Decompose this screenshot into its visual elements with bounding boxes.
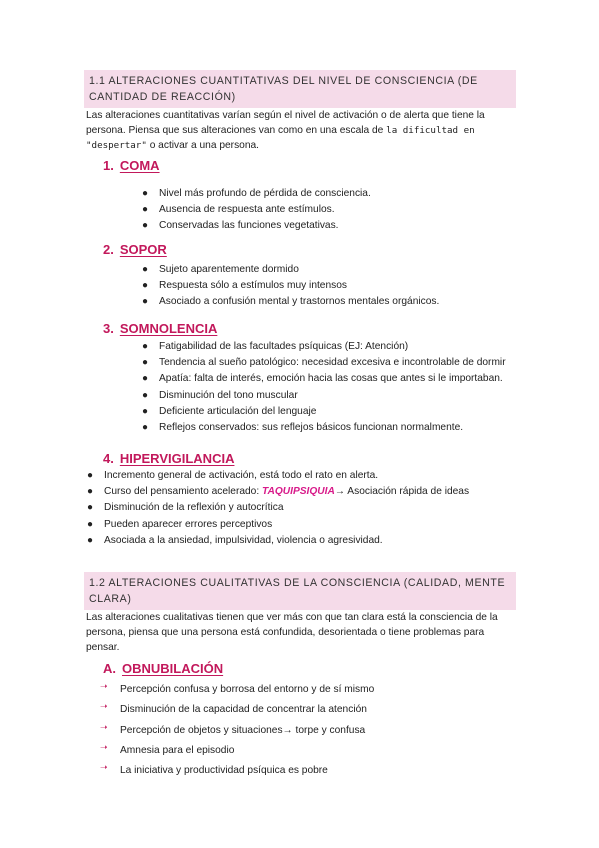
arrow-icon: ➝ [100, 701, 108, 712]
arrow-icon: ➝ [100, 681, 108, 691]
intro-paragraph-cualitativas: Las alteraciones cualitativas tienen que ver más con que tan clara está la consciencia de la persona, piensa que una persona está confundida, desorientada o tiene problemas para pensar. [86, 612, 498, 653]
bullet-icon: ● [142, 296, 149, 308]
bullet-icon: ● [142, 341, 149, 352]
heading-number: A. [103, 661, 116, 676]
list-item: ➝ Percepción confusa y borrosa del entorno y de sí mismo [86, 680, 374, 700]
heading-title: COMA [119, 158, 160, 173]
bullet-icon: ● [87, 470, 94, 481]
intro-text-end: o activar a una persona. [146, 140, 259, 151]
list-item: ● Sujeto aparentemente dormido [139, 262, 439, 278]
list-sopor [139, 262, 439, 311]
bullet-icon: ● [142, 188, 149, 199]
arrow-icon: ➝ [100, 741, 108, 752]
bullet-icon: ● [142, 373, 149, 385]
heading-title: SOPOR [119, 242, 167, 257]
taquipsiquia-highlight: TAQUIPSIQUIA [262, 486, 335, 498]
heading-somnolencia [103, 321, 217, 336]
list-item: ● Disminución del tono muscular [139, 388, 506, 404]
list-somnolencia [139, 339, 506, 436]
list-item: ➝ Disminución de la capacidad de concentrar la atención [86, 700, 374, 720]
heading-title: SOMNOLENCIA [119, 321, 218, 336]
bullet-icon: ● [87, 502, 94, 514]
bullet-icon: ● [142, 264, 149, 275]
list-item: ● Nivel más profundo de pérdida de consciencia. [139, 186, 371, 202]
heading-hipervigilancia [103, 451, 234, 466]
bullet-icon: ● [142, 204, 149, 216]
intro-emphasis: la dificultad en "despertar" [86, 125, 475, 151]
heading-number: 2. [103, 242, 114, 257]
intro-paragraph-cuantitativas [86, 108, 516, 153]
list-item: ● Fatigabilidad de las facultades psíquicas (EJ: Atención) [139, 339, 506, 355]
arrow-icon: ➝ [100, 721, 108, 732]
section-header-cuantitativas: 1.1 ALTERACIONES CUANTITATIVAS DEL NIVEL DE CONSCIENCIA (DE CANTIDAD DE REACCIÓN) [84, 70, 516, 108]
arrow-icon: ➝ [100, 762, 108, 773]
list-item: ➝ La iniciativa y productividad psíquica es pobre [86, 761, 374, 781]
bullet-icon: ● [87, 486, 94, 498]
list-item: ● Reflejos conservados: sus reflejos básicos funcionan normalmente. [139, 420, 506, 436]
bullet-icon: ● [87, 518, 94, 530]
heading-obnubilacion [103, 661, 223, 676]
list-item: ● Disminución de la reflexión y autocrítica [84, 500, 469, 516]
heading-sopor [103, 242, 167, 257]
heading-number: 1. [103, 158, 114, 173]
list-item: ➝ Amnesia para el episodio [86, 741, 374, 761]
bullet-icon: ● [142, 389, 149, 401]
list-item: ● Ausencia de respuesta ante estímulos. [139, 202, 371, 218]
bullet-icon: ● [142, 405, 149, 417]
bullet-icon: ● [142, 422, 149, 434]
list-item: ● Curso del pensamiento acelerado: TAQUIPSIQUIA→ Asociación rápida de ideas [84, 484, 469, 500]
list-obnubilacion [86, 680, 374, 781]
heading-title: OBNUBILACIÓN [122, 661, 224, 676]
bullet-icon: ● [142, 280, 149, 292]
intro-text: Las alteraciones cuantitativas varían según el nivel de activación o de alerta que tiene la persona. Piensa que sus alteraciones van como en una escala de [86, 110, 485, 136]
list-item: ● Apatía: falta de interés, emoción hacia las cosas que antes si le importaban. [139, 371, 506, 387]
bullet-icon: ● [87, 534, 94, 546]
bullet-icon: ● [142, 357, 149, 369]
bullet-icon: ● [142, 220, 149, 232]
list-item: ● Respuesta sólo a estímulos muy intensos [139, 278, 439, 294]
list-coma [139, 186, 371, 235]
list-item: ● Conservadas las funciones vegetativas. [139, 218, 371, 234]
list-hipervigilancia [84, 468, 469, 549]
list-item: ● Tendencia al sueño patológico: necesidad excesiva e incontrolable de dormir [139, 355, 506, 371]
heading-coma [103, 158, 160, 173]
list-item: ➝ Percepción de objetos y situaciones→ torpe y confusa [86, 721, 374, 741]
list-item: ● Deficiente articulación del lenguaje [139, 404, 506, 420]
list-item: ● Asociado a confusión mental y trastornos mentales orgánicos. [139, 294, 439, 310]
heading-title: HIPERVIGILANCIA [119, 451, 235, 466]
list-item: ● Pueden aparecer errores perceptivos [84, 517, 469, 533]
list-item: ● Asociada a la ansiedad, impulsividad, violencia o agresividad. [84, 533, 469, 549]
list-item: ● Incremento general de activación, está todo el rato en alerta. [84, 468, 469, 484]
heading-number: 3. [103, 321, 114, 336]
heading-number: 4. [103, 451, 114, 466]
section-header-cualitativas: 1.2 ALTERACIONES CUALITATIVAS DE LA CONSCIENCIA (CALIDAD, MENTE CLARA) [84, 572, 516, 610]
